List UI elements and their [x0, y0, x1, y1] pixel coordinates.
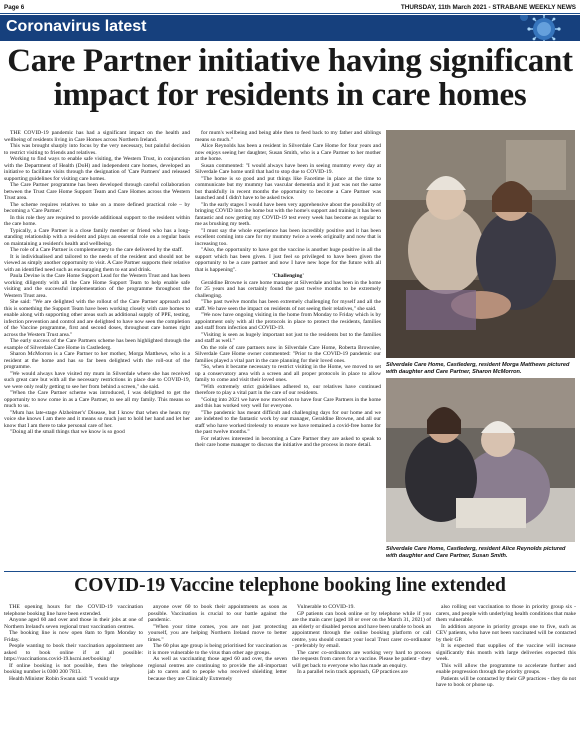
section-band — [0, 15, 580, 41]
subheading: 'Challenging' — [272, 273, 304, 279]
paragraph: The role of a Care Partner is complementary to the care delivered by the staff. — [10, 247, 183, 253]
article-headline-2: COVID-19 Vaccine telephone booking line extended — [74, 575, 506, 596]
paragraph: Vulnerable to COVID-19. — [297, 604, 355, 610]
article-column-1 — [4, 130, 190, 575]
paragraph: "With extremely strict guidelines adhered to, our relatives have continued therefore to play a vital part in the care of our residents. — [195, 383, 381, 396]
article2-column-4 — [436, 604, 576, 736]
paragraph: "Going into 2021 we have now moved on to have four Care Partners in the home and this has worked very well for everyone. — [195, 396, 381, 409]
paragraph: The booking line is now open 8am to 9pm Monday to Friday. — [4, 630, 143, 643]
paragraph: "We would always have visited my mum in Silverdale where she has received such great care but with all the necessary restrictions in place due to COVID-19, we were only really getting to see her from behind a screen," she said. — [4, 370, 190, 390]
photo-illustration — [386, 378, 575, 542]
paragraph: "Mum has late-stage Alzheimer's' Disease, but I know that when she hears my voice she knows I am there and it means so much just to hold her hand and let her know that I am there to take personal care of her. — [4, 409, 190, 429]
article2-column-2 — [148, 604, 287, 736]
column-text — [148, 604, 287, 682]
paragraph: "When the Care Partner scheme was introduced, I was delighted to get the opportunity to now come in as a Care Partner, to see all my family. This means so much to us. — [4, 390, 190, 409]
photo-illustration — [386, 130, 575, 358]
paragraph: Sharon McMorron is a Care Partner to her mother, Morga Matthews, who is a resident at the home and has so far been delighted with the roll-out of the programme. — [4, 351, 190, 370]
paragraph: On the role of care partners now in Silverdale Care Home, Roberta Brownlee, Silverdale Care Home owner commented: "Prior to the COVID-19 pandemic our families played a vital part in the care planning for their loved ones. — [195, 344, 381, 364]
paragraph: "The pandemic has meant difficult and challenging days for our home and we are indebted to the fantastic work by our manager, Geraldine Browne, and all our staff who have worked tirelessly to ensure we have remained a covid-free home for the past twelve months." — [195, 409, 381, 435]
header-rule — [0, 13, 580, 14]
article2-column-3 — [292, 604, 431, 736]
paragraph: The Care Partner programme has been developed through careful collaboration between the Trust Care Home Support Team and Care Homes across the Western Trust area. — [4, 182, 190, 201]
paragraph: The scheme requires relatives to take on a more defined practical role – by becoming a 'Care Partner.' — [4, 201, 190, 214]
article2-column-1 — [4, 604, 143, 736]
virus-icon — [518, 15, 570, 41]
photo-caption-1: Silverdale Care Home, Castlederg, resident Morga Matthews pictured with daughter and Care Partner, Sharon McMorron. — [386, 362, 570, 375]
paragraph: The early success of the Care Partners scheme has been highlighted through the example of Silverdale Care Home in Castlederg. — [4, 338, 190, 351]
column-text — [4, 604, 143, 682]
paragraph: It is individualised and tailored to the needs of the resident and should not be viewed as simply another opportunity to visit. A Care Partner supports their relative with an identified need such as encouraging them to eat and drink. — [4, 253, 190, 273]
paragraph: "Doing all the small things that we know is so good — [10, 429, 125, 435]
paragraph: for mum's wellbeing and being able then to feed back to my father and siblings means so much." — [195, 130, 381, 143]
paragraph: In this role they are required to provide additional support to the resident within the care home. — [4, 214, 190, 227]
paragraph: Susan commented: "I would always have been in seeing mummy every day at Silverdale Care home until that had to stop due to COVID-19. — [195, 162, 381, 175]
photo-caption-2: Silverdale Care Home, Castlederg, resident Alice Reynolds pictured with daughter and Care Partner, Susan Smith. — [386, 546, 566, 559]
page-number: Page 6 — [4, 4, 25, 11]
paragraph: Health Minister Robin Swann said: "I would urge — [9, 675, 120, 682]
article-column-2 — [195, 130, 381, 575]
page-header — [0, 0, 580, 14]
paragraph: "Visiting is seen as hugely important not just to the residents but to the families and staff as well." — [195, 331, 381, 344]
paragraph: THE COVID-19 pandemic has had a significant impact on the health and wellbeing of residents living in Care Homes across Northern Ireland. — [4, 130, 190, 143]
paragraph: People wanting to book their vaccination appointment are asked to book online if at all possible: https://vaccinations.covid-19.hscni.net/booking/ — [4, 643, 143, 662]
paragraph: "The past twelve months has been extremely challenging for myself and all the staff. We have seen the impact on residents of not seeing their relatives," she said. — [195, 299, 381, 312]
paragraph: This was brought sharply into focus by the very necessary, but painful decision to restrict visiting to friends and relatives. — [4, 143, 190, 156]
paragraph: This will allow the programme to accelerate further and enable progression through the priority groups. — [436, 662, 576, 675]
paragraph: Working to find ways to enable safe visiting, the Western Trust, in conjunction with the Department of Health (DoH) and independent care homes, developed an initiative to facilitate visits through the designation of 'Care Partners' and released supporting guidelines for visiting care homes. — [4, 156, 190, 182]
paragraph: "I must say the whole experience has been incredibly positive and it has been excellent coming into care for my mummy twice a week originally and now that is increasing too. — [195, 227, 381, 247]
paragraph: Typically, a Care Partner is a close family member or friend who has a long-standing relationship with a resident and plays an essential role on a regular basis on maintaining a resident's health and wellbeing. — [4, 227, 190, 247]
paragraph: THE opening hours for the COVID-19 vaccination telephone booking line have been extended. — [4, 604, 143, 617]
paragraph: "The home is so good and put things like Facetime in place at the time to communicate but my mummy has vascular dementia and it just was not the same but thankfully in recent months the opportunity to become a Care Partner was launched and I didn't have to be asked twice. — [195, 175, 381, 201]
section-label: Coronavirus latest — [6, 18, 147, 35]
paragraph: In a parallel twin track approach, GP practices are — [297, 669, 408, 675]
paragraph: "Also, the opportunity to have got the vaccine is another huge positive in all the support which has been given. I just feel so privileged to have been given the opportunity to be a care partner and now I have new hope for the future with all that is happening". — [195, 247, 381, 273]
photo-morga-matthews — [386, 130, 575, 358]
paragraph: As well as vaccinating those aged 60 and over, the seven regional centres are continuing to provide the all-important jab to carers and to people who received shielding letter because they are Clinically Extremely — [148, 656, 287, 682]
paragraph: It is expected that supplies of the vaccine will increase significantly this month with large deliveries expected this week. — [436, 643, 576, 662]
article-divider — [4, 571, 576, 572]
paragraph: Anyone aged 60 and over and those in their jobs at one of Northern Ireland's seven regional trust vaccination centres. — [4, 617, 143, 630]
paragraph: The carer co-ordinators are working very hard to process the requests from carers for a vaccine. Please be patient - they will get back to everyone who has made an enquiry. — [292, 649, 431, 669]
paragraph: "In the early stages I would have been very apprehensive about the possibility of bringing COVID into the home but with the home's support and training it has been fantastic and now getting my COVID-19 test every week has become as regular to me as brushing my teeth. — [195, 201, 381, 227]
paragraph: If online booking is not possible, then the telephone booking number is 0300 200 7813. — [4, 662, 143, 675]
paragraph: She said: "We are delighted with the rollout of the Care Partner approach and this is something the Support Team have been working closely with care homes to enable along with supporting other areas such as additional supply of PPE, testing, infection prevention and control and are delighted to have now seen the completion of the Vaccine programme, first and second doses, throughout care homes right across the Western Trust area." — [4, 299, 190, 338]
paragraph: anyone over 60 to book their appointments as soon as possible. Vaccination is crucial to our battle against the pandemic. — [148, 604, 287, 623]
paragraph: Geraldine Browne is care home manager at Silverdale and has been in the home for 25 years and has certainly found the past twelve months to be extremely challenging. — [195, 279, 381, 299]
paragraph: GP patients can book online or by telephone while if you are the main carer (aged 18 or over on the March 31, 2021) of an elderly or disabled person and have been unable to book an appointment through the online booking platform or call centre, you should contact your local Trust carer co-ordinator - preferably by email. — [292, 610, 431, 649]
column-text — [292, 604, 431, 676]
photo-alice-reynolds — [386, 378, 575, 542]
paragraph: Patients will be contacted by their GP practices - they do not have to book or phone up. — [436, 675, 576, 688]
date-line: THURSDAY, 11th March 2021 - STRABANE WEEKLY NEWS — [400, 4, 576, 11]
paragraph: "So, when it became necessary to restrict visiting in the Home, we moved to set up a conservatory area with a screen and all proper protocols in place to allow family to come and visit their loved ones. — [195, 364, 381, 383]
paragraph: Alice Reynolds has been a resident in Silverdale Care Home for four years and now enjoys seeing her daughter, Susan Smith, who is a Care Partner to her mother at the home. — [195, 143, 381, 162]
paragraph: also rolling out vaccination to those in priority group six - carers, and people with underlying health conditions that make them vulnerable. — [436, 604, 576, 623]
paragraph: The 60 plus age group is being prioritised for vaccination as it is more vulnerable to the virus than other age groups. — [148, 643, 287, 656]
article-headline: Care Partner initiative having significant impact for residents in care homes — [7, 43, 573, 113]
paragraph: Paula Devine is the Care Home Support Lead for the Western Trust and has been working diligently with all the Care Home Support Team to help enable safe visiting and the successful implementation of the programme throughout the Western Trust area. — [4, 273, 190, 299]
column-text — [436, 604, 576, 689]
paragraph: For relatives interested in becoming a Care Partner they are asked to speak to their care home manager to discuss the initiative and the process in more detail. — [195, 435, 381, 448]
paragraph: In addition anyone in priority groups one to five, such as CEV patients, who have not been vaccinated will be contacted by their GP. — [436, 623, 576, 643]
column-text — [195, 130, 381, 449]
column-text — [4, 130, 190, 436]
paragraph: "We now have ongoing visiting in the home from Monday to Friday which is by appointment only with all the protocols in place to protect the residents, families and staff from infection and COVID-19. — [195, 312, 381, 331]
paragraph: "When your time comes, you are not just protecting yourself, you are helping Northern Ireland move to better times." — [148, 623, 287, 643]
